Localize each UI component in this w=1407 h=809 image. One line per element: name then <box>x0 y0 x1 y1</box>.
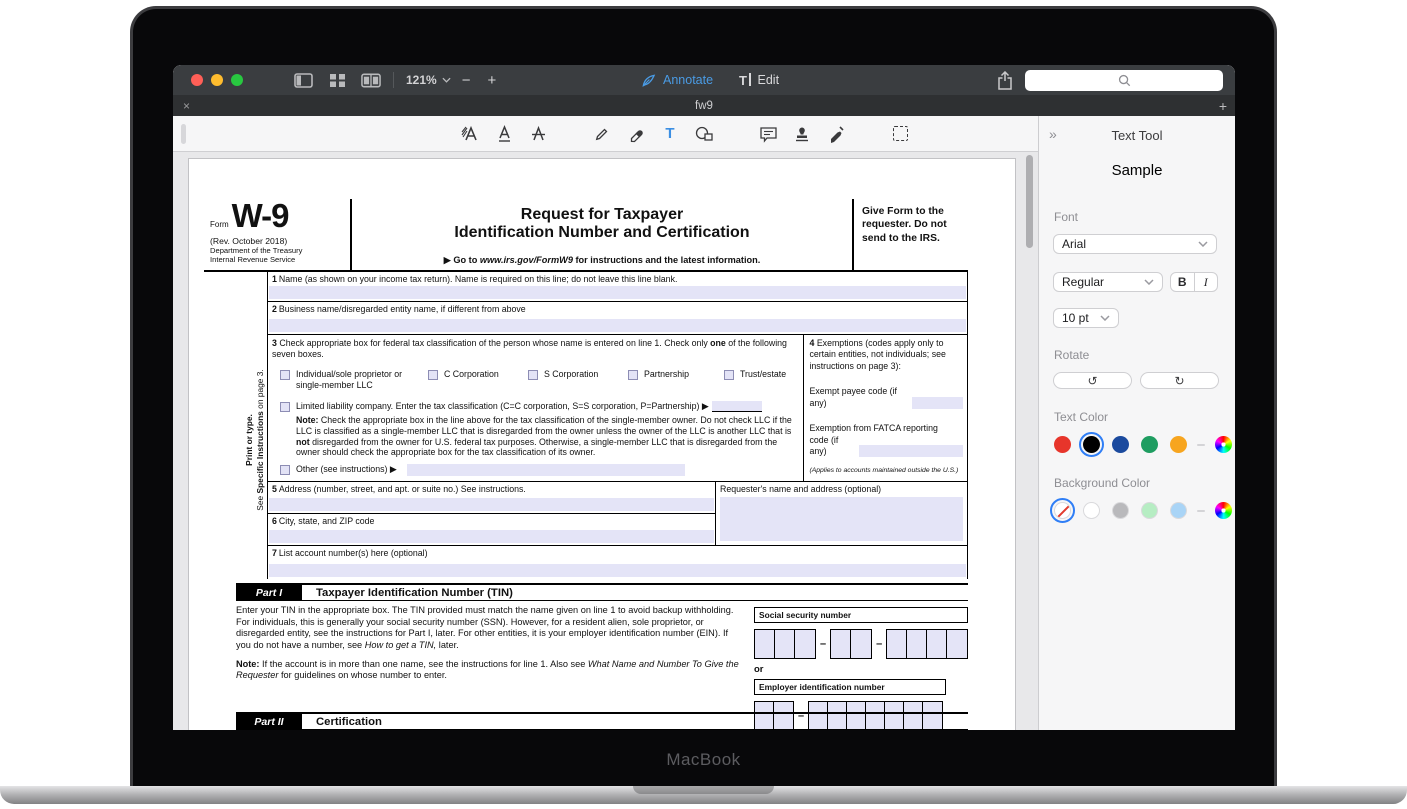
part2-bar <box>236 712 968 730</box>
name-input[interactable] <box>269 286 966 299</box>
address-input[interactable] <box>269 498 714 511</box>
line3-line4-row: 3 Check appropriate box for federal tax classification of the person whose name is entered on line 1. Check only one of the following seven boxes. Individual/sole proprietor or single-member LLC C Corporation S Corporation Partnership Trust/estate Limited liability company. Enter the tax classification (C=C corporation, S=S corporation, P=Partnership) ▶ Note: Check the appropriate box in the line above for the tax classification of the single-member owner. Do not check LLC if the LLC is classified as a single-member LLC that is disregarded from the owner unless the owner of the LLC is another LLC that is not disregarded from the owner for U.S. federal tax purposes. Otherwise, a single-member LLC that is disregarded from the owner should check the appropriate box for the tax classification of its owner. Other (see instructions) ▶ 4 Exemptions (codes apply only to certain entities, not individuals; see instructions on page 3): Exempt payee code (if any) Exemption from FATCA reporting code (if any) (Applies to accounts maintained outside the U.S.) <box>268 335 967 482</box>
zoom-level-value[interactable]: 121% <box>406 73 437 87</box>
document-tab-bar <box>173 95 1235 116</box>
rotate-cw-icon: ↻ <box>1174 373 1185 388</box>
tab-annotate[interactable] <box>641 73 713 88</box>
chevron-down-icon <box>442 77 451 83</box>
swatch-divider <box>1197 444 1205 446</box>
background-color-swatches <box>1054 502 1232 519</box>
pencil-tool-icon[interactable] <box>589 121 615 147</box>
city-state-zip-input[interactable] <box>269 530 714 543</box>
checkbox-individual: Individual/sole proprietor or single-member LLC <box>280 369 428 391</box>
c-corporation-checkbox[interactable] <box>428 370 438 380</box>
search-icon <box>1118 74 1131 87</box>
ssn-group3[interactable] <box>886 629 968 659</box>
close-window-button[interactable] <box>191 74 203 86</box>
two-page-view-icon[interactable] <box>361 72 381 88</box>
line7-row: 7 List account number(s) here (optional) <box>268 546 967 579</box>
pane-resize-handle[interactable] <box>181 124 186 144</box>
background-color-none-selected[interactable] <box>1054 502 1071 519</box>
individual-checkbox[interactable] <box>280 370 290 380</box>
ssn-boxes: – – <box>754 629 968 659</box>
text-color-green[interactable] <box>1141 436 1158 453</box>
part1-bar <box>236 583 968 601</box>
minimize-window-button[interactable] <box>211 74 223 86</box>
requester-cell: Requester's name and address (optional) <box>715 482 967 545</box>
part2-title: Certification <box>316 715 382 728</box>
text-color-orange[interactable] <box>1170 436 1187 453</box>
llc-classification-input[interactable] <box>712 401 762 412</box>
background-color-label: Background Color <box>1054 476 1151 490</box>
laptop-screen-bezel <box>130 6 1277 786</box>
annotate-label: Annotate <box>663 73 714 87</box>
or-label: or <box>754 664 764 675</box>
view-buttons <box>293 72 381 88</box>
background-color-gray[interactable] <box>1112 502 1129 519</box>
font-size-select[interactable]: 10 pt <box>1053 308 1119 328</box>
eraser-tool-icon[interactable] <box>623 121 649 147</box>
fatca-code-input[interactable] <box>859 445 963 457</box>
other-input[interactable] <box>407 464 685 476</box>
background-color-wheel[interactable] <box>1215 502 1232 519</box>
sidebar-toggle-icon[interactable] <box>293 72 313 88</box>
text-color-label: Text Color <box>1054 410 1109 424</box>
w9-grid <box>244 272 968 579</box>
vertical-scrollbar-thumb[interactable] <box>1026 155 1033 248</box>
exempt-payee-code-input[interactable] <box>912 397 963 409</box>
checkbox-s-corp: S Corporation <box>528 369 628 391</box>
background-color-blue[interactable] <box>1170 502 1187 519</box>
partnership-checkbox[interactable] <box>628 370 638 380</box>
form-word: Form <box>210 220 229 229</box>
ein-label: Employer identification number <box>754 679 946 695</box>
line4-exemptions: 4 Exemptions (codes apply only to certain entities, not individuals; see instructions on page 3): Exempt payee code (if any) Exemption from FATCA reporting code (if any) (Applies to accounts maintained outside the U.S.) <box>803 335 967 481</box>
highlight-text-tool-icon[interactable] <box>457 121 483 147</box>
requester-input[interactable] <box>720 497 963 541</box>
bold-italic-segment <box>1170 272 1218 292</box>
text-color-blue[interactable] <box>1112 436 1129 453</box>
shape-tool-icon[interactable] <box>691 121 717 147</box>
ein-boxes: – <box>754 701 968 730</box>
background-color-white[interactable] <box>1083 502 1100 519</box>
zoom-out-button[interactable]: − <box>461 71 471 89</box>
checkbox-c-corp: C Corporation <box>428 369 528 391</box>
text-edit-icon: T <box>739 73 750 88</box>
feather-pen-icon <box>641 73 656 88</box>
bold-button[interactable]: B <box>1177 275 1187 289</box>
rotate-label: Rotate <box>1054 348 1090 362</box>
applies-note: (Applies to accounts maintained outside the U.S.) <box>809 467 959 475</box>
search-input[interactable] <box>1025 70 1223 91</box>
chevron-down-icon <box>1198 241 1208 247</box>
line2-row: 2 Business name/disregarded entity name, if different from above <box>268 302 967 335</box>
line1-row: 1 Name (as shown on your income tax return). Name is required on this line; do not leave this line blank. <box>268 272 967 302</box>
thumbnails-view-icon[interactable] <box>327 72 347 88</box>
pdf-editor-window <box>173 65 1235 730</box>
select-tool-icon[interactable] <box>887 121 913 147</box>
business-name-input[interactable] <box>269 319 966 332</box>
text-color-swatches <box>1054 436 1232 453</box>
account-numbers-input[interactable] <box>269 564 966 577</box>
traffic-lights <box>191 74 251 86</box>
llc-checkbox[interactable] <box>280 402 290 412</box>
w9-header <box>204 199 968 272</box>
window-titlebar <box>173 65 1235 95</box>
macbook-brand-label: MacBook <box>666 750 741 769</box>
share-icon[interactable] <box>997 71 1013 90</box>
collapse-panel-icon[interactable]: » <box>1049 126 1057 142</box>
text-color-wheel[interactable] <box>1215 436 1232 453</box>
laptop-base-notch <box>633 786 774 794</box>
font-style-select[interactable]: Regular <box>1053 272 1163 292</box>
rotate-cw-button[interactable] <box>1140 372 1219 389</box>
line5-line6-row: 5 Address (number, street, and apt. or suite no.) See instructions. 6 City, state, and ZIP code Requester's name and address (optional) <box>268 482 967 546</box>
zoom-in-button[interactable]: + <box>487 71 497 89</box>
s-corporation-checkbox[interactable] <box>528 370 538 380</box>
strikethrough-tool-icon[interactable] <box>525 121 551 147</box>
annotation-toolbar <box>173 116 1038 152</box>
edit-label: Edit <box>757 73 780 87</box>
ssn-group1[interactable] <box>754 629 816 659</box>
swatch-divider <box>1197 510 1205 512</box>
ssn-group2[interactable] <box>830 629 872 659</box>
other-checkbox[interactable] <box>280 465 290 475</box>
underline-tool-icon[interactable] <box>491 121 517 147</box>
font-label: Font <box>1054 210 1079 224</box>
document-viewer <box>173 116 1038 730</box>
comment-tool-icon[interactable] <box>755 121 781 147</box>
llc-note: Note: Check the appropriate box in the line above for the tax classification of the single-member owner. Do not check LLC if the LLC is classified as a single-member LLC that is disregarded from the owner unless the owner of the LLC is another LLC that is not disregarded from the owner for U.S. federal tax purposes. Otherwise, a single-member LLC that is disregarded from the owner should check the appropriate box for the tax classification of its owner. <box>296 415 792 458</box>
text-color-black-selected[interactable] <box>1083 436 1100 453</box>
new-tab-button[interactable]: + <box>1218 97 1227 114</box>
dept-line1: Department of the Treasury <box>210 246 303 255</box>
background-color-green[interactable] <box>1141 502 1158 519</box>
form-number: W-9 <box>231 197 289 234</box>
dept-line2: Internal Revenue Service <box>210 255 296 265</box>
chevron-down-icon <box>1100 315 1110 321</box>
text-tool-panel <box>1038 116 1235 730</box>
sample-preview: Sample <box>1111 162 1163 179</box>
toolbar-separator <box>393 72 394 88</box>
give-form-note: Give Form to the requester. Do not send to the IRS. <box>852 199 968 270</box>
italic-button[interactable]: I <box>1194 273 1218 291</box>
form-title: Request for Taxpayer Identification Number and Certification <box>454 206 750 242</box>
part2-label: Part II <box>236 714 302 729</box>
checkbox-trust: Trust/estate <box>724 369 786 391</box>
rotate-ccw-icon: ↺ <box>1087 373 1098 388</box>
font-family-select[interactable]: Arial <box>1053 234 1217 254</box>
goto-line: ▶ Go to www.irs.gov/FormW9 for instructions and the latest information. <box>443 255 761 265</box>
stamp-tool-icon[interactable] <box>789 121 815 147</box>
signature-tool-icon[interactable] <box>823 121 849 147</box>
w9-page: FormW-9 (Rev. October 2018) Department of the Treasury Internal Revenue Service Request for Taxpayer Identification Number and Certification ▶ Go to www.irs.gov/FormW9 for instructions and the latest information. Give Form to the requester. Do not send to the IRS. Print or type. See Specific Instructions on page 3. 1 Name (as shown on your income tax return). Name is required on this line; do not leave this line blank. 2 Business name/disregarded entity name, if different from above 3 Check appropriate box for federal tax classification of the person whose name is entered on line 1. Check only one of the following seven boxes. Individual/sole proprietor or single-member LLC C Corporation S Corporation Partnership Trust/estate Limited liability company. Enter the tax classification (C=C corporation, S=S corporation, P=Partnership) ▶ Note: Check the appropriate box in the line above for the tax classification of the single-member owner. Do not check LLC if the LLC is classified as a single-member LLC that is disregarded from the owner unless the owner of the LLC is another LLC that is not disregarded from the owner for U.S. federal tax purposes. Otherwise, a single-member LLC that is disregarded from the owner should check the appropriate box for the tax classification of its owner. Other (see instructions) ▶ 4 Exemptions (codes apply only to certain entities, not individuals; see instructions on page 3): Exempt payee code (if any) Exemption from FATCA reporting code (if any) (Applies to accounts maintained outside the U.S.) 5 Address (number, street, and apt. or suite no.) See instructions. 6 City, state, and ZIP code Requester's name and address (optional) 7 List account number(s) here (optional) Part I Taxpayer Identification Number (TIN) Enter your TIN in the appropriate box. The TIN provided must match the name given on line 1 to avoid backup withholding. For individuals, this is generally your social security number (SSN). However, for a resident alien, sole proprietor, or disregarded entity, see the instructions for Part I, later. For other entities, it is your employer identification number (EIN). If you do not have a number, see How to get a TIN, later. Note: If the account is in more than one name, see the instructions for line 1. Also see What Name and Number To Give the Requester for guidelines on whose number to enter. Social security number – – or Employer identification number – Part II Certification <box>188 158 1016 730</box>
trust-estate-checkbox[interactable] <box>724 370 734 380</box>
ssn-label: Social security number <box>754 607 968 623</box>
part1-label: Part I <box>236 585 302 600</box>
laptop-base <box>0 786 1407 804</box>
text-tool-icon[interactable]: T <box>665 125 675 142</box>
rotate-ccw-button[interactable] <box>1053 372 1132 389</box>
margin-instructions: Print or type. See Specific Instructions on page 3. <box>244 369 265 511</box>
tab-edit[interactable] <box>739 73 779 88</box>
close-tab-icon[interactable]: × <box>183 98 191 113</box>
checkbox-partnership: Partnership <box>628 369 724 391</box>
part1-title: Taxpayer Identification Number (TIN) <box>316 586 513 599</box>
panel-title: Text Tool <box>1111 128 1163 143</box>
text-color-red[interactable] <box>1054 436 1071 453</box>
chevron-down-icon <box>1144 279 1154 285</box>
zoom-window-button[interactable] <box>231 74 243 86</box>
form-revision: (Rev. October 2018) <box>210 236 288 246</box>
tab-title[interactable]: fw9 <box>695 99 713 112</box>
pdf-canvas <box>173 152 1038 730</box>
